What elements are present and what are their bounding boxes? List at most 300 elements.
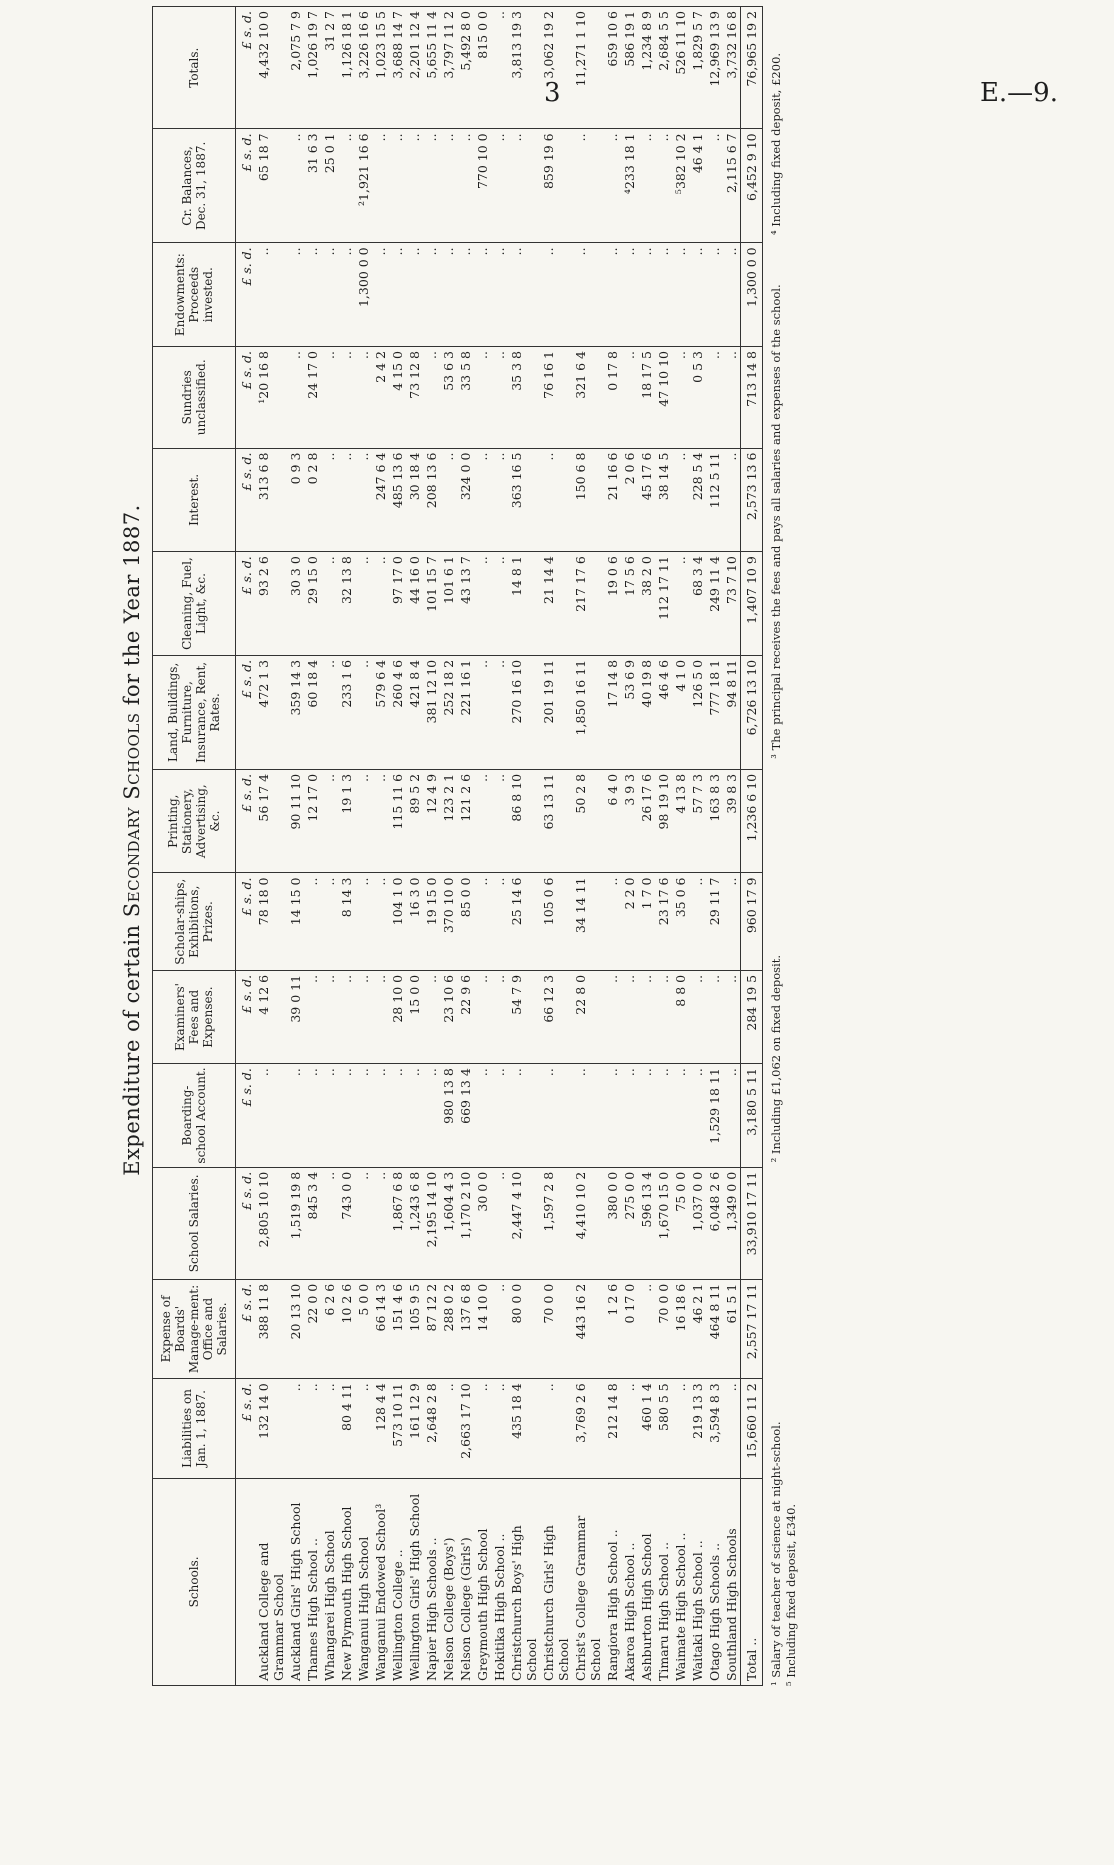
footnote-4: ⁴ Including fixed deposit, £200.	[769, 52, 783, 236]
cell-total: 3,797 11 2	[440, 7, 457, 129]
cell-liab: 2,663 17 10	[457, 1379, 474, 1478]
cell-total: 31 2 7	[321, 7, 338, 129]
cell-salaries: 596 13 4	[638, 1167, 655, 1279]
cell-salaries: 1,243 6 8	[406, 1167, 423, 1279]
cell-liab: ..	[440, 1379, 457, 1478]
units-cell: £ s. d.	[236, 243, 256, 347]
school-name: Akaroa High School ..	[621, 1478, 638, 1685]
cell-clean: 14 8 1	[508, 552, 540, 656]
cell-exam: 66 12 3	[540, 970, 572, 1063]
column-header-0: Schools.	[153, 1478, 236, 1685]
cell-endow: ..	[389, 243, 406, 347]
cell-clean: 32 13 8	[338, 552, 355, 656]
table-row	[572, 7, 604, 1686]
cell-board: 464 8 11	[706, 1279, 723, 1378]
cell-total: 1,026 19 7	[304, 7, 321, 129]
cell-cr: ..	[457, 129, 474, 243]
cell-board: 1 2 6	[604, 1279, 621, 1378]
cell-board: 70 0 0	[655, 1279, 672, 1378]
cell-print: 1,236 6 10	[741, 769, 763, 873]
cell-clean: 43 13 7	[457, 552, 474, 656]
school-name: Wanganui Endowed School³	[372, 1478, 389, 1685]
cell-cr: ..	[706, 129, 723, 243]
cell-total: 586 19 1	[621, 7, 638, 129]
cell-cr: ..	[389, 129, 406, 243]
cell-interest: 150 6 8	[572, 448, 604, 552]
cell-endow: ..	[572, 243, 604, 347]
table-row	[355, 7, 372, 1686]
school-name: New Plymouth High School	[338, 1478, 355, 1685]
units-cell: £ s. d.	[236, 769, 256, 873]
cell-total: 659 10 6	[604, 7, 621, 129]
cell-schol: ..	[355, 873, 372, 970]
cell-interest: ..	[338, 448, 355, 552]
cell-boarding: ..	[672, 1064, 689, 1168]
units-cell: £ s. d.	[236, 1167, 256, 1279]
cell-interest: ..	[672, 448, 689, 552]
cell-liab: ..	[540, 1379, 572, 1478]
column-header-3: School Salaries.	[153, 1167, 236, 1279]
cell-exam: 22 8 0	[572, 970, 604, 1063]
cell-interest: 30 18 4	[406, 448, 423, 552]
cell-exam: ..	[355, 970, 372, 1063]
cell-exam: 23 10 6	[440, 970, 457, 1063]
cell-total: 12,969 13 9	[706, 7, 723, 129]
cell-cr: 859 19 6	[540, 129, 572, 243]
cell-schol: 16 3 0	[406, 873, 423, 970]
units-blank	[236, 1478, 256, 1685]
cell-print: 86 8 10	[508, 769, 540, 873]
cell-clean: 97 17 0	[389, 552, 406, 656]
cell-print: 26 17 6	[638, 769, 655, 873]
column-header-11: Sundries unclassified.	[153, 347, 236, 449]
cell-board: 388 11 8	[255, 1279, 287, 1378]
cell-liab: 219 13 3	[689, 1379, 706, 1478]
cell-salaries: 2,805 10 10	[255, 1167, 287, 1279]
cell-endow: ..	[638, 243, 655, 347]
school-name: Christchurch Boys' High School	[508, 1478, 540, 1685]
cell-boarding: ..	[621, 1064, 638, 1168]
cell-schol: 8 14 3	[338, 873, 355, 970]
cell-land: 221 16 1	[457, 655, 474, 769]
cell-land: 252 18 2	[440, 655, 457, 769]
cell-liab: ..	[672, 1379, 689, 1478]
cell-sundries: ..	[287, 347, 304, 449]
table-row	[655, 7, 672, 1686]
cell-sundries: 24 17 0	[304, 347, 321, 449]
school-name: Total ..	[741, 1478, 763, 1685]
cell-print: ..	[372, 769, 389, 873]
cell-sundries: 0 17 8	[604, 347, 621, 449]
cell-cr: ..	[423, 129, 440, 243]
cell-endow: ..	[723, 243, 741, 347]
cell-liab: ..	[621, 1379, 638, 1478]
cell-board: 14 10 0	[474, 1279, 491, 1378]
cell-interest: ..	[540, 448, 572, 552]
cell-board: 137 6 8	[457, 1279, 474, 1378]
cell-interest: 2,573 13 6	[741, 448, 763, 552]
cell-schol: 960 17 9	[741, 873, 763, 970]
units-cell: £ s. d.	[236, 347, 256, 449]
cell-endow: ..	[621, 243, 638, 347]
cell-clean: 1,407 10 9	[741, 552, 763, 656]
table-row	[621, 7, 638, 1686]
cell-cr: 6,452 9 10	[741, 129, 763, 243]
table-title	[120, 0, 144, 1700]
cell-total: ..	[491, 7, 508, 129]
cell-print: 90 11 10	[287, 769, 304, 873]
cell-print: 98 19 10	[655, 769, 672, 873]
cell-interest: 0 9 3	[287, 448, 304, 552]
cell-cr: ..	[338, 129, 355, 243]
cell-board: 46 2 1	[689, 1279, 706, 1378]
cell-total: 76,965 19 2	[741, 7, 763, 129]
cell-print: ..	[491, 769, 508, 873]
cell-liab: 132 14 0	[255, 1379, 287, 1478]
cell-boarding: ..	[389, 1064, 406, 1168]
cell-board: ..	[491, 1279, 508, 1378]
cell-print: ..	[321, 769, 338, 873]
cell-interest: 485 13 6	[389, 448, 406, 552]
cell-boarding: ..	[474, 1064, 491, 1168]
cell-print: 19 1 3	[338, 769, 355, 873]
cell-sundries: 713 14 8	[741, 347, 763, 449]
cell-boarding: ..	[540, 1064, 572, 1168]
units-cell: £ s. d.	[236, 7, 256, 129]
cell-clean: 101 6 1	[440, 552, 457, 656]
cell-schol: ..	[604, 873, 621, 970]
column-header-9: Cleaning, Fuel, Light, &c.	[153, 552, 236, 656]
table-body	[236, 7, 763, 1686]
cell-sundries: ..	[423, 347, 440, 449]
cell-endow: ..	[321, 243, 338, 347]
table-row	[723, 7, 741, 1686]
cell-schol: 25 14 6	[508, 873, 540, 970]
cell-land: 46 4 6	[655, 655, 672, 769]
cell-liab: ..	[321, 1379, 338, 1478]
cell-print: 4 13 8	[672, 769, 689, 873]
cell-land: 17 14 8	[604, 655, 621, 769]
cell-boarding: ..	[321, 1064, 338, 1168]
cell-board: 0 17 0	[621, 1279, 638, 1378]
cell-schol: 19 15 0	[423, 873, 440, 970]
cell-cr: ..	[372, 129, 389, 243]
cell-total: 1,023 15 5	[372, 7, 389, 129]
column-header-5: Examiners' Fees and Expenses.	[153, 970, 236, 1063]
cell-schol: ..	[372, 873, 389, 970]
cell-sundries: 47 10 10	[655, 347, 672, 449]
table-row	[706, 7, 723, 1686]
cell-sundries: ..	[338, 347, 355, 449]
cell-sundries: 4 15 0	[389, 347, 406, 449]
cell-clean: 21 14 4	[540, 552, 572, 656]
cell-interest: 363 16 5	[508, 448, 540, 552]
cell-exam: ..	[621, 970, 638, 1063]
cell-endow: 1,300 0 0	[355, 243, 372, 347]
cell-salaries: ..	[355, 1167, 372, 1279]
cell-liab: 80 4 11	[338, 1379, 355, 1478]
cell-exam: ..	[723, 970, 741, 1063]
cell-schol: 34 14 11	[572, 873, 604, 970]
cell-total: 526 11 10	[672, 7, 689, 129]
cell-cr: ..	[655, 129, 672, 243]
cell-clean: 73 7 10	[723, 552, 741, 656]
cell-total: 5,492 8 0	[457, 7, 474, 129]
cell-interest: 313 6 8	[255, 448, 287, 552]
cell-interest: 112 5 11	[706, 448, 723, 552]
column-header-2: Expense of Boards' Manage-ment: Office and Salaries.	[153, 1279, 236, 1378]
school-name: Wellington Girls' High School	[406, 1478, 423, 1685]
units-cell: £ s. d.	[236, 1064, 256, 1168]
cell-salaries: 33,910 17 11	[741, 1167, 763, 1279]
cell-total: 3,226 16 6	[355, 7, 372, 129]
cell-exam: ..	[604, 970, 621, 1063]
cell-cr: ..	[572, 129, 604, 243]
cell-boarding: ..	[406, 1064, 423, 1168]
cell-salaries: 6,048 2 6	[706, 1167, 723, 1279]
cell-total: 3,813 19 3	[508, 7, 540, 129]
cell-print: 63 13 11	[540, 769, 572, 873]
cell-interest: 0 2 8	[304, 448, 321, 552]
cell-clean: 17 5 6	[621, 552, 638, 656]
cell-clean: ..	[355, 552, 372, 656]
cell-clean: ..	[491, 552, 508, 656]
cell-exam: ..	[304, 970, 321, 1063]
cell-total: 3,732 16 8	[723, 7, 741, 129]
cell-liab: ..	[491, 1379, 508, 1478]
table-row	[457, 7, 474, 1686]
school-name: Auckland Girls' High School	[287, 1478, 304, 1685]
cell-sundries: ¹20 16 8	[255, 347, 287, 449]
cell-board: 5 0 0	[355, 1279, 372, 1378]
cell-boarding: ..	[508, 1064, 540, 1168]
cell-salaries: ..	[491, 1167, 508, 1279]
cell-exam: ..	[321, 970, 338, 1063]
cell-boarding: ..	[304, 1064, 321, 1168]
cell-interest: ..	[355, 448, 372, 552]
cell-land: 381 12 10	[423, 655, 440, 769]
cell-land: 233 1 6	[338, 655, 355, 769]
cell-salaries: 1,597 2 8	[540, 1167, 572, 1279]
cell-land: 126 5 0	[689, 655, 706, 769]
cell-sundries: 76 16 1	[540, 347, 572, 449]
cell-sundries: ..	[321, 347, 338, 449]
column-header-13: Cr. Balances, Dec. 31, 1887.	[153, 129, 236, 243]
table-row	[389, 7, 406, 1686]
cell-clean: 19 0 6	[604, 552, 621, 656]
cell-land: 40 19 8	[638, 655, 655, 769]
school-name: Southland High Schools	[723, 1478, 741, 1685]
cell-salaries: 743 0 0	[338, 1167, 355, 1279]
school-name: Ashburton High School	[638, 1478, 655, 1685]
cell-liab: 573 10 11	[389, 1379, 406, 1478]
cell-print: 50 2 8	[572, 769, 604, 873]
cell-endow: ..	[304, 243, 321, 347]
cell-sundries: 33 5 8	[457, 347, 474, 449]
cell-clean: 29 15 0	[304, 552, 321, 656]
cell-clean: 112 17 11	[655, 552, 672, 656]
cell-land: 4 1 0	[672, 655, 689, 769]
cell-clean: 93 2 6	[255, 552, 287, 656]
cell-schol: 85 0 0	[457, 873, 474, 970]
cell-salaries: 30 0 0	[474, 1167, 491, 1279]
cell-salaries: 1,519 19 8	[287, 1167, 304, 1279]
cell-clean: 217 17 6	[572, 552, 604, 656]
cell-clean: 30 3 0	[287, 552, 304, 656]
cell-sundries: 321 6 4	[572, 347, 604, 449]
school-name: Auckland College and Grammar School	[255, 1478, 287, 1685]
cell-schol: ..	[474, 873, 491, 970]
cell-endow: ..	[604, 243, 621, 347]
cell-interest: ..	[723, 448, 741, 552]
cell-total: 1,126 18 1	[338, 7, 355, 129]
cell-land: ..	[474, 655, 491, 769]
school-name: Otago High Schools ..	[706, 1478, 723, 1685]
cell-liab: 15,660 11 2	[741, 1379, 763, 1478]
cell-endow: 1,300 0 0	[741, 243, 763, 347]
cell-total: 2,075 7 9	[287, 7, 304, 129]
cell-clean: 101 15 7	[423, 552, 440, 656]
cell-land: 359 14 3	[287, 655, 304, 769]
cell-liab: 460 1 4	[638, 1379, 655, 1478]
cell-exam: 39 0 11	[287, 970, 304, 1063]
cell-liab: ..	[355, 1379, 372, 1478]
table-row	[638, 7, 655, 1686]
cell-print: ..	[355, 769, 372, 873]
total-row	[741, 7, 763, 1686]
table-row	[689, 7, 706, 1686]
cell-clean: 68 3 4	[689, 552, 706, 656]
cell-schol: ..	[723, 873, 741, 970]
cell-board: 10 2 6	[338, 1279, 355, 1378]
cell-print: 57 7 3	[689, 769, 706, 873]
units-row	[236, 7, 256, 1686]
cell-salaries: 1,349 0 0	[723, 1167, 741, 1279]
cell-salaries: 1,604 4 3	[440, 1167, 457, 1279]
cell-boarding: ..	[604, 1064, 621, 1168]
cell-exam: ..	[372, 970, 389, 1063]
units-cell: £ s. d.	[236, 655, 256, 769]
cell-schol: ..	[304, 873, 321, 970]
cell-salaries: 2,195 14 10	[423, 1167, 440, 1279]
cell-endow: ..	[255, 243, 287, 347]
units-cell: £ s. d.	[236, 552, 256, 656]
cell-land: 421 8 4	[406, 655, 423, 769]
cell-boarding: ..	[372, 1064, 389, 1168]
cell-endow: ..	[689, 243, 706, 347]
cell-clean: ..	[372, 552, 389, 656]
cell-boarding: 1,529 18 11	[706, 1064, 723, 1168]
cell-boarding: ..	[689, 1064, 706, 1168]
cell-salaries: 1,037 0 0	[689, 1167, 706, 1279]
footnotes	[769, 6, 799, 1686]
cell-boarding: ..	[723, 1064, 741, 1168]
cell-board: 443 16 2	[572, 1279, 604, 1378]
school-name: Christchurch Girls' High School	[540, 1478, 572, 1685]
cell-boarding: ..	[338, 1064, 355, 1168]
cell-liab: 435 18 4	[508, 1379, 540, 1478]
title-prefix: Expenditure of certain	[120, 917, 144, 1176]
school-name: Timaru High School ..	[655, 1478, 672, 1685]
cell-endow: ..	[406, 243, 423, 347]
cell-salaries: 1,867 6 8	[389, 1167, 406, 1279]
cell-salaries: 1,670 15 0	[655, 1167, 672, 1279]
table-row	[540, 7, 572, 1686]
cell-print: 6 4 0	[604, 769, 621, 873]
school-name: Christ's College Grammar School	[572, 1478, 604, 1685]
cell-liab: 128 4 4	[372, 1379, 389, 1478]
cell-interest: ..	[474, 448, 491, 552]
cell-sundries: 0 5 3	[689, 347, 706, 449]
cell-sundries: ..	[706, 347, 723, 449]
cell-salaries: 275 0 0	[621, 1167, 638, 1279]
cell-interest: ..	[440, 448, 457, 552]
cell-schol: 23 17 6	[655, 873, 672, 970]
cell-endow: ..	[440, 243, 457, 347]
cell-liab: ..	[287, 1379, 304, 1478]
cell-endow: ..	[491, 243, 508, 347]
footnote-2: ² Including £1,062 on fixed deposit.	[769, 954, 783, 1163]
cell-salaries: 380 0 0	[604, 1167, 621, 1279]
table-row	[321, 7, 338, 1686]
cell-exam: 4 12 6	[255, 970, 287, 1063]
cell-salaries: 2,447 4 10	[508, 1167, 540, 1279]
cell-sundries: ..	[355, 347, 372, 449]
cell-total: 1,234 8 9	[638, 7, 655, 129]
units-cell: £ s. d.	[236, 1379, 256, 1478]
table-row	[255, 7, 287, 1686]
cell-liab: 2,648 2 8	[423, 1379, 440, 1478]
cell-endow: ..	[672, 243, 689, 347]
cell-interest: 38 14 5	[655, 448, 672, 552]
cell-board: 2,557 17 11	[741, 1279, 763, 1378]
cell-schol: 14 15 0	[287, 873, 304, 970]
cell-liab: 161 12 9	[406, 1379, 423, 1478]
cell-total: 2,684 5 5	[655, 7, 672, 129]
column-header-10: Interest.	[153, 448, 236, 552]
cell-salaries: 845 3 4	[304, 1167, 321, 1279]
cell-endow: ..	[457, 243, 474, 347]
cell-interest: 2 0 6	[621, 448, 638, 552]
cell-print: 3 9 3	[621, 769, 638, 873]
cell-schol: 370 10 0	[440, 873, 457, 970]
table-row	[372, 7, 389, 1686]
cell-board: ..	[638, 1279, 655, 1378]
cell-liab: ..	[304, 1379, 321, 1478]
column-header-12: Endowments: Proceeds invested.	[153, 243, 236, 347]
cell-print: 163 8 3	[706, 769, 723, 873]
cell-salaries: 4,410 10 2	[572, 1167, 604, 1279]
cell-cr: ..	[508, 129, 540, 243]
cell-land: 260 4 6	[389, 655, 406, 769]
table-row	[672, 7, 689, 1686]
cell-clean: ..	[474, 552, 491, 656]
cell-land: 53 6 9	[621, 655, 638, 769]
cell-print: 115 11 6	[389, 769, 406, 873]
school-name: Nelson College (Boys')	[440, 1478, 457, 1685]
cell-schol: 35 0 6	[672, 873, 689, 970]
cell-sundries: 18 17 5	[638, 347, 655, 449]
cell-interest: 45 17 6	[638, 448, 655, 552]
cell-cr: ..	[406, 129, 423, 243]
title-suffix: for the Year 1887.	[120, 504, 144, 713]
cell-exam: ..	[706, 970, 723, 1063]
cell-endow: ..	[474, 243, 491, 347]
title-smallcaps: Secondary Schools	[120, 712, 144, 918]
table-row	[406, 7, 423, 1686]
cell-board: 70 0 0	[540, 1279, 572, 1378]
cell-cr: 770 10 0	[474, 129, 491, 243]
